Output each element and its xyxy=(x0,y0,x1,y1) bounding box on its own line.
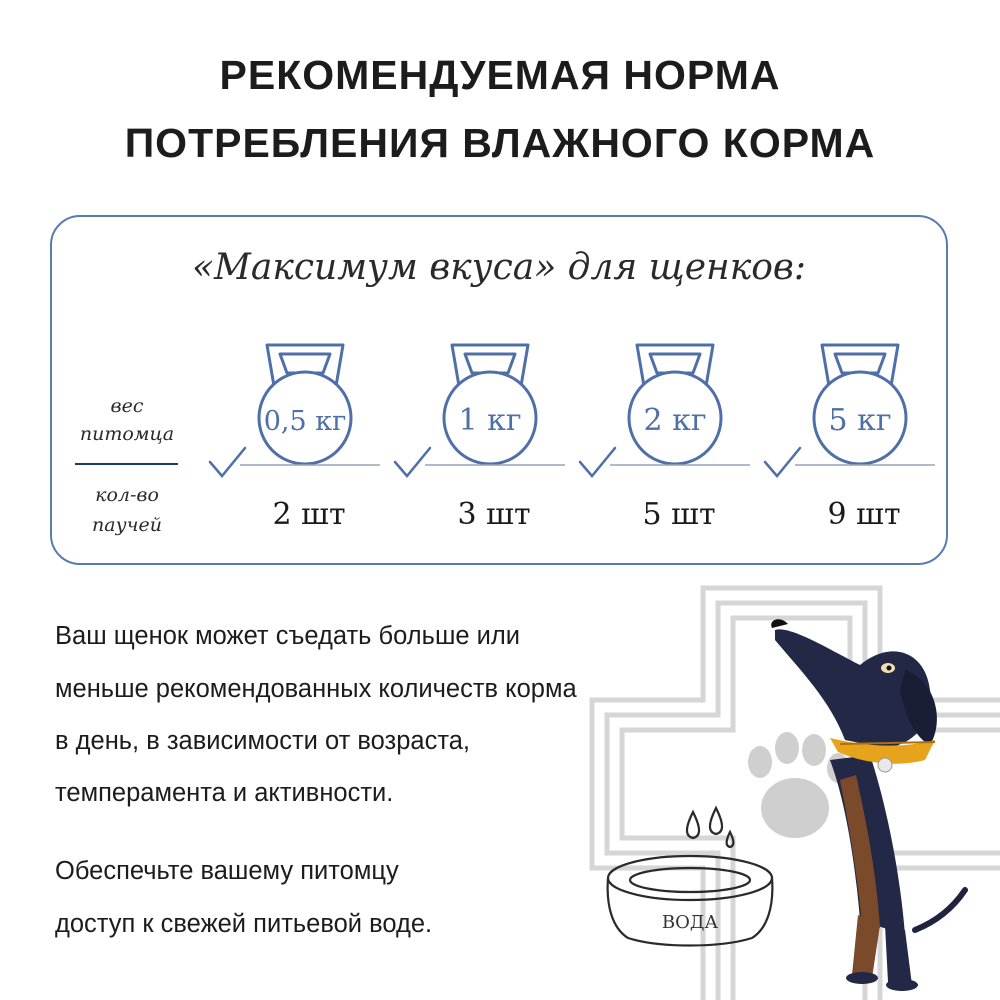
kettlebell-icon xyxy=(444,345,536,464)
body-paragraph-1-line: в день, в зависимости от возраста, xyxy=(55,727,470,755)
page-title-line-2: ПОТРЕБЛЕНИЯ ВЛАЖНОГО КОРМА xyxy=(124,120,876,166)
check-icon xyxy=(765,448,800,476)
kettlebell-icon xyxy=(629,345,721,464)
body-paragraph-1-line: меньше рекомендованных количеств корма xyxy=(55,675,577,703)
legend-weight-line-2: питомца xyxy=(79,423,175,445)
bowl-label: ВОДА xyxy=(661,912,719,933)
count-label: 9 шт xyxy=(827,497,901,532)
weight-label: 5 кг xyxy=(828,403,892,438)
check-icon xyxy=(580,448,615,476)
body-paragraph-2-line: Обеспечьте вашему питомцу xyxy=(55,857,399,885)
weight-label: 1 кг xyxy=(458,403,522,438)
body-paragraph-1-line: Ваш щенок может съедать больше или xyxy=(55,622,521,650)
check-icon xyxy=(210,448,245,476)
count-label: 5 шт xyxy=(642,497,716,532)
weight-label: 0,5 кг xyxy=(263,406,347,437)
body-paragraph-2-line: доступ к свежей питьевой воде. xyxy=(55,910,433,938)
count-label: 2 шт xyxy=(272,497,346,532)
legend-count-line-1: кол-во xyxy=(95,484,159,506)
chart-subtitle: «Максимум вкуса» для щенков: xyxy=(192,247,806,288)
kettlebell-icon xyxy=(259,345,351,464)
count-label: 3 шт xyxy=(457,497,531,532)
kettlebell-icon xyxy=(814,345,906,464)
check-icon xyxy=(395,448,430,476)
page-title-line-1: РЕКОМЕНДУЕМАЯ НОРМА xyxy=(219,52,781,98)
legend-count-line-2: паучей xyxy=(92,514,162,536)
weight-label: 2 кг xyxy=(643,403,707,438)
legend-weight-line-1: вес xyxy=(110,395,144,417)
body-paragraph-1-line: темперамента и активности. xyxy=(55,779,394,807)
